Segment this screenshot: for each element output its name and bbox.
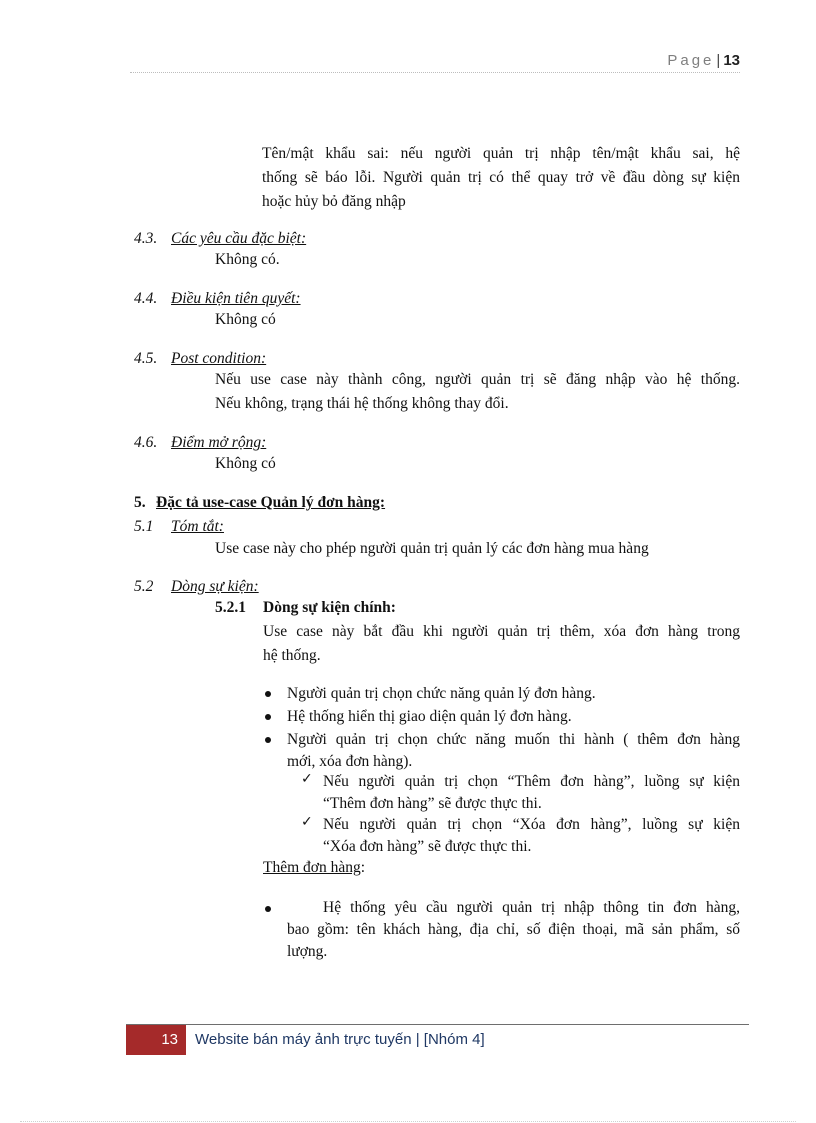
bottom-page-edge: [20, 1121, 796, 1122]
page-header-label: [667, 52, 740, 69]
bullet-dot: [265, 714, 271, 720]
bullet-dot: [265, 691, 271, 697]
section-4-3-title: Các yêu cầu đặc biệt:: [171, 230, 307, 247]
section-4-3-body: Không có.: [215, 251, 280, 268]
footer-rule: [126, 1024, 749, 1025]
intro-line-3: hoặc hủy bỏ đăng nhập: [262, 193, 406, 210]
bullet-dot: [265, 906, 271, 912]
page-word: Page: [667, 52, 715, 69]
section-4-5-number: 4.5.: [134, 350, 158, 367]
section-4-4-body: Không có: [215, 311, 276, 328]
footer-page-number: 13: [126, 1025, 186, 1055]
them-don-hang-line-2: bao gồm: tên khách hàng, địa chỉ, số điện thoại, mã sản phẩm, số: [287, 921, 740, 938]
section-4-6-number: 4.6.: [134, 434, 158, 451]
bullet-1-text: Người quản trị chọn chức năng quản lý đơn hàng.: [287, 685, 596, 702]
bullet-3-line-2: mới, xóa đơn hàng).: [287, 753, 413, 770]
check-2-line-2: “Xóa đơn hàng” sẽ được thực thi.: [323, 838, 532, 855]
check-1-line-2: “Thêm đơn hàng” sẽ được thực thi.: [323, 795, 542, 812]
footer-title: Website bán máy ảnh trực tuyến | [Nhóm 4]: [195, 1031, 485, 1048]
them-don-hang-label: Thêm đơn hàng: [263, 859, 361, 876]
section-5-2-1-title: Dòng sự kiện chính:: [263, 599, 396, 616]
section-5-2-title: Dòng sự kiện:: [171, 578, 259, 595]
page-number: 13: [723, 52, 740, 69]
check-1-line-1: Nếu người quản trị chọn “Thêm đơn hàng”, luồng sự kiện: [323, 773, 740, 790]
section-4-4-title: Điều kiện tiên quyết:: [171, 290, 301, 307]
chapter-5-number: 5.: [134, 494, 146, 511]
bullet-dot: [265, 737, 271, 743]
section-5-2-1-line-1: Use case này bắt đầu khi người quản trị thêm, xóa đơn hàng trong: [263, 623, 740, 640]
section-4-5-title: Post condition:: [171, 350, 267, 367]
section-5-1-number: 5.1: [134, 518, 154, 535]
them-don-hang-title: [263, 856, 365, 880]
chapter-5-heading: Đặc tả use-case Quản lý đơn hàng:: [156, 494, 386, 511]
intro-line-2: thống sẽ báo lỗi. Người quản trị có thể quay trở về đầu dòng sự kiện: [262, 169, 740, 186]
header-rule: [130, 72, 740, 73]
section-4-5-body-line-2: Nếu không, trạng thái hệ thống không thay đổi.: [215, 395, 509, 412]
section-5-2-1-number: 5.2.1: [215, 599, 246, 616]
page-separator: |: [716, 52, 721, 69]
bullet-3-line-1: Người quản trị chọn chức năng muốn thi hành ( thêm đơn hàng: [287, 731, 740, 748]
them-don-hang-colon: :: [360, 859, 366, 876]
check-2-line-1: Nếu người quản trị chọn “Xóa đơn hàng”, luồng sự kiện: [323, 816, 740, 833]
section-5-1-body: Use case này cho phép người quản trị quản lý các đơn hàng mua hàng: [215, 540, 649, 557]
section-4-5-body-line-1: Nếu use case này thành công, người quản trị sẽ đăng nhập vào hệ thống.: [215, 371, 740, 388]
section-4-6-title: Điểm mở rộng:: [171, 434, 267, 451]
section-5-1-title: Tóm tắt:: [171, 518, 224, 535]
bullet-2-text: Hệ thống hiển thị giao diện quản lý đơn hàng.: [287, 708, 572, 725]
section-4-3-number: 4.3.: [134, 230, 158, 247]
section-5-2-1-line-2: hệ thống.: [263, 647, 321, 664]
checkmark-icon: ✓: [301, 771, 313, 787]
section-4-6-body: Không có: [215, 455, 276, 472]
them-don-hang-line-1: Hệ thống yêu cầu người quản trị nhập thông tin đơn hàng,: [323, 899, 740, 916]
section-4-4-number: 4.4.: [134, 290, 158, 307]
them-don-hang-line-3: lượng.: [287, 943, 328, 960]
checkmark-icon: ✓: [301, 814, 313, 830]
section-5-2-number: 5.2: [134, 578, 154, 595]
intro-line-1: Tên/mật khẩu sai: nếu người quản trị nhập tên/mật khẩu sai, hệ: [262, 145, 740, 162]
